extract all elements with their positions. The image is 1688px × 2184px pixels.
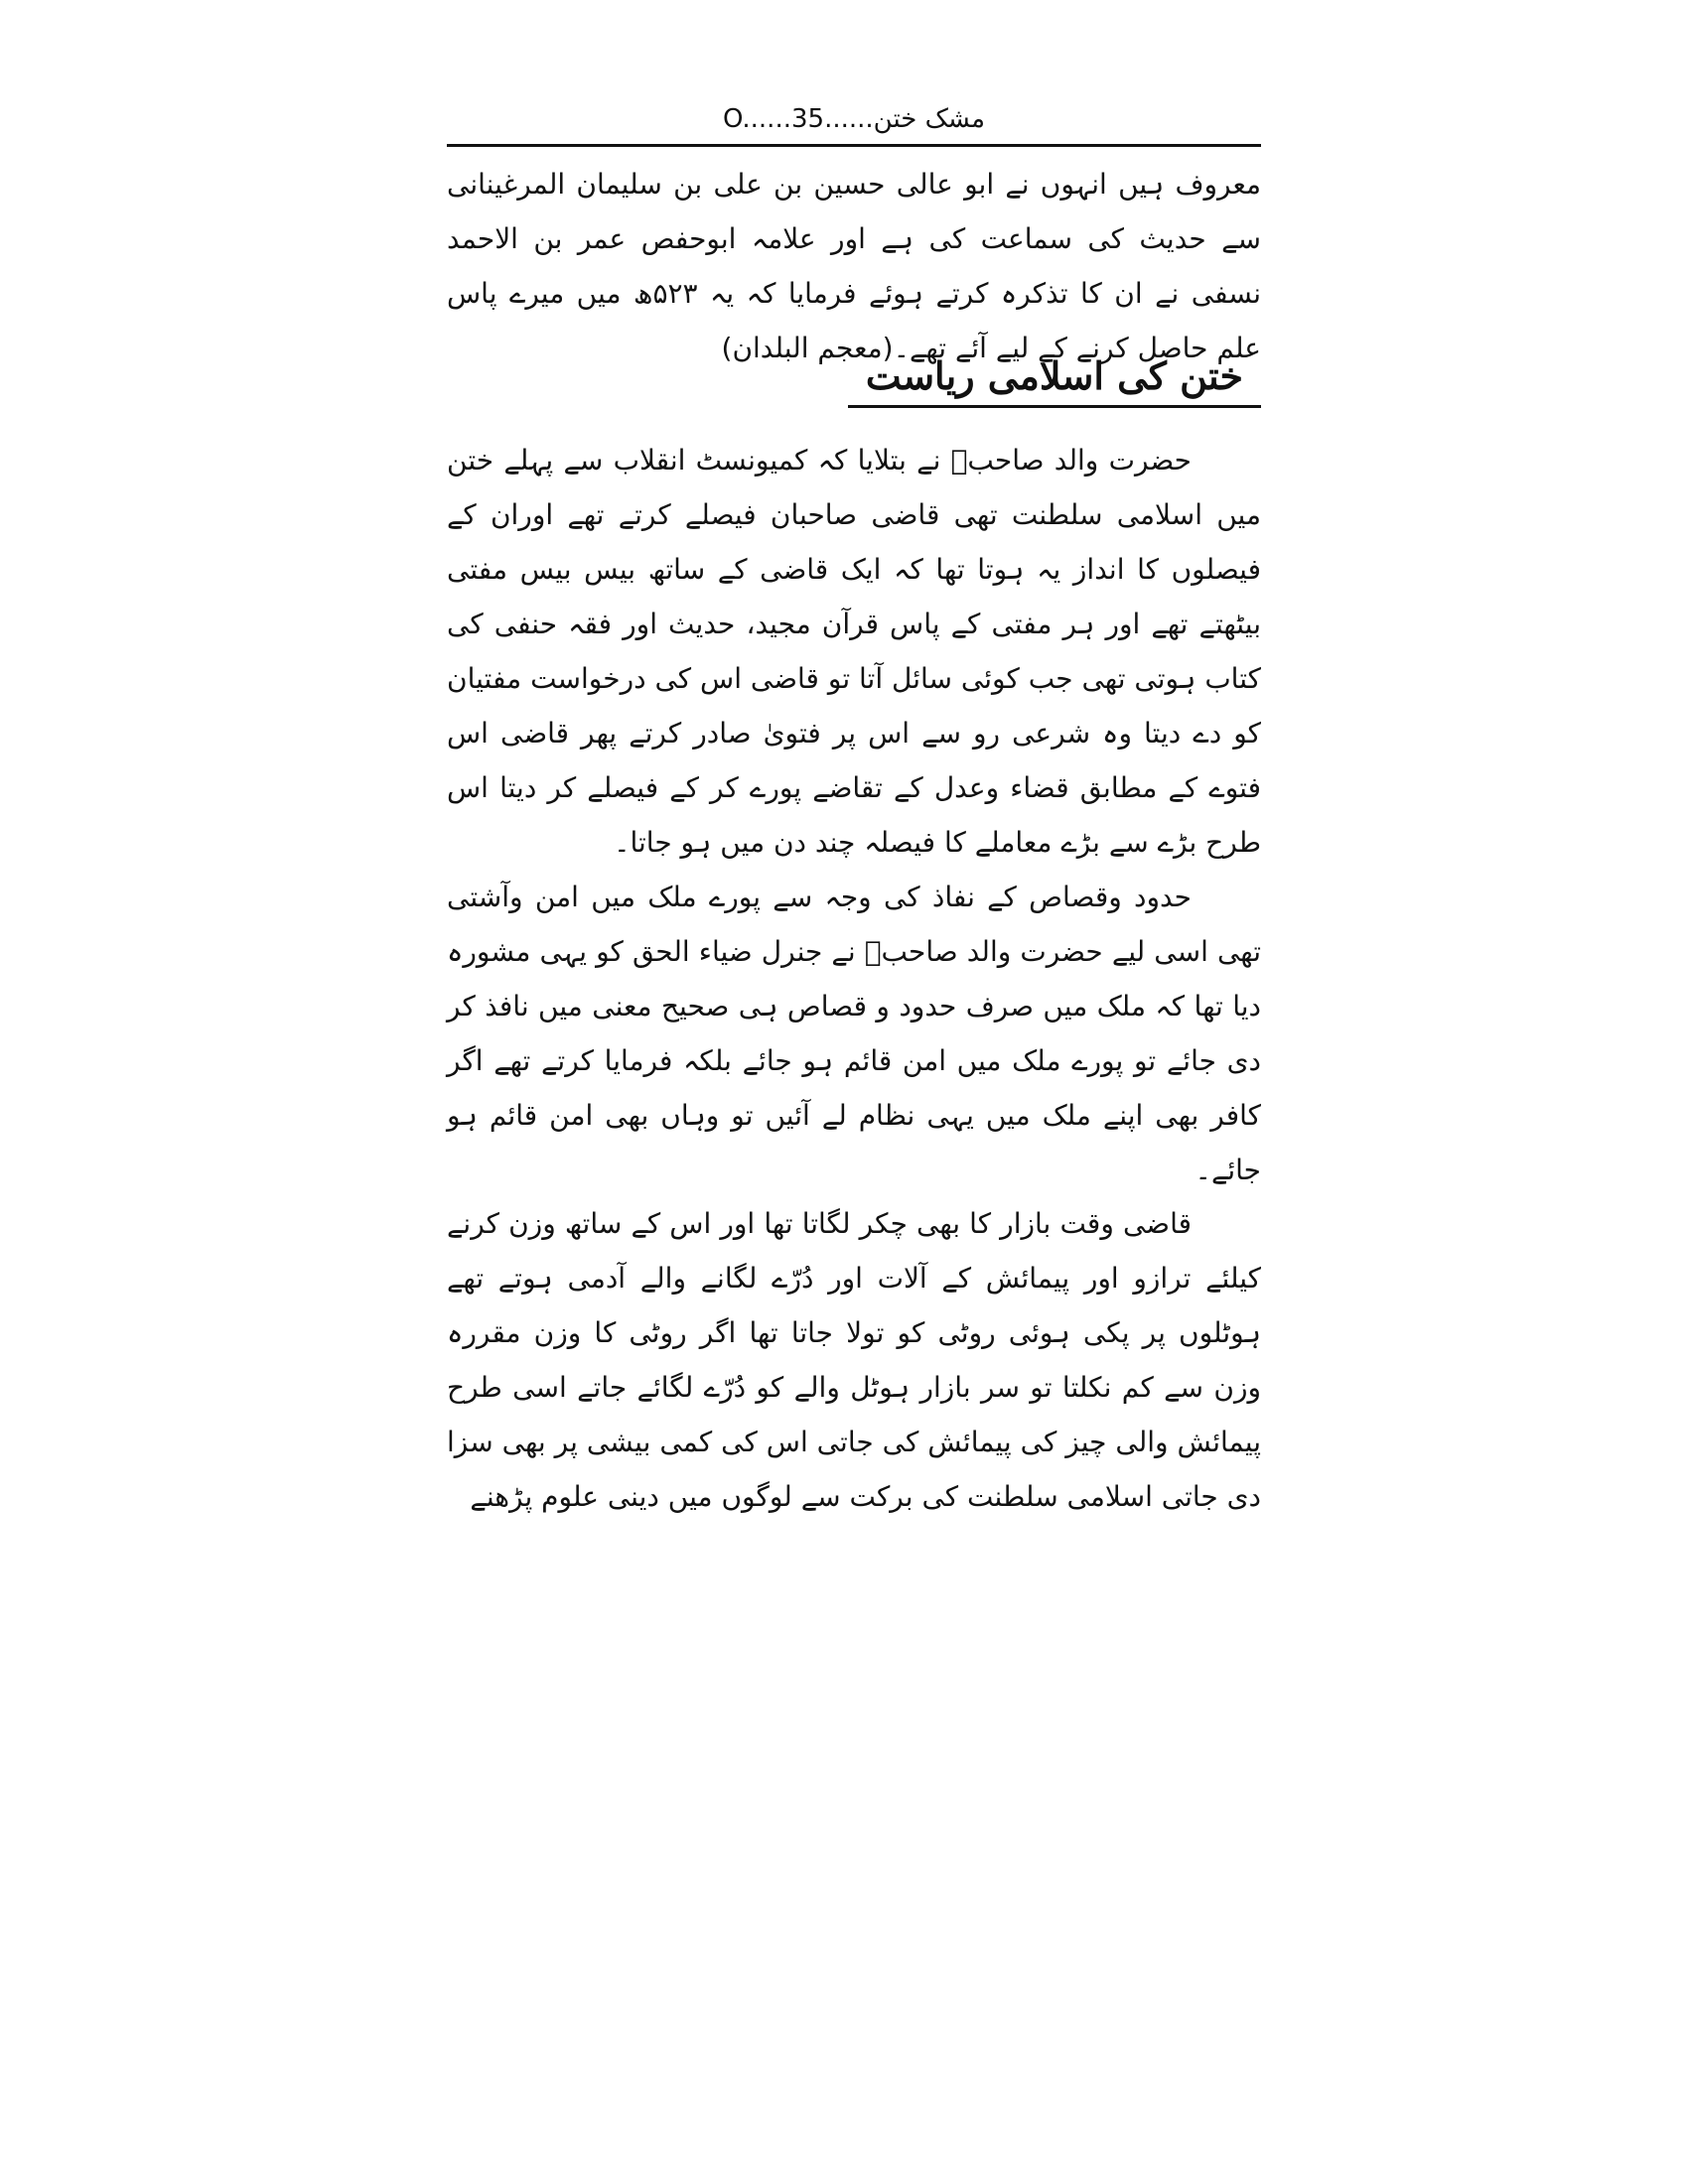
body-paragraph	[447, 870, 1261, 1197]
header-divider	[447, 144, 1261, 147]
intro-paragraph	[447, 157, 1261, 375]
running-header: مشک ختن......O......35	[722, 104, 986, 134]
body-paragraph	[447, 433, 1261, 870]
paragraph-text: حضرت والد صاحبؒ نے بتلایا کہ کمیونسٹ انقلاب سے پہلے ختن میں اسلامی سلطنت تھی قاضی صاحبان فیصلے کرتے تھے اوران کے فیصلوں کا انداز یہ ہوتا تھا کہ ایک قاضی کے ساتھ بیس بیس مفتی بیٹھتے تھے اور ہر مفتی کے پاس قرآن مجید، حدیث اور فقہ حنفی کی کتاب ہوتی تھی جب کوئی سائل آتا تو قاضی اس کی درخواست مفتیان کو دے دیتا وہ شرعی رو سے اس پر فتویٰ صادر کرتے پھر قاضی اس فتوے کے مطابق قضاء وعدل کے تقاضے پورے کر کے فیصلے کر دیتا اس طرح بڑے سے بڑے معاملے کا فیصلہ چند دن میں ہو جاتا۔	[447, 444, 1261, 859]
intro-text: معروف ہیں انہوں نے ابو عالی حسین بن علی بن سلیمان المرغینانی سے حدیث کی سماعت کی ہے اور علامہ ابوحفص عمر بن الاحمد نسفی نے ان کا تذکرہ کرتے ہوئے فرمایا کہ یہ ۵۲۳ھ میں میرے پاس علم حاصل کرنے کے لیے آئے تھے۔(معجم البلدان)	[447, 168, 1262, 364]
body-paragraph	[447, 1196, 1261, 1524]
section-heading-text: ختن کی اسلامی ریاست	[848, 347, 1261, 408]
section-heading	[447, 347, 1261, 408]
paragraph-text: قاضی وقت بازار کا بھی چکر لگاتا تھا اور اس کے ساتھ وزن کرنے کیلئے ترازو اور پیمائش کے آلات اور دُرّے لگانے والے آدمی ہوتے تھے ہوٹلوں پر پکی ہوئی روٹی کو تولا جاتا تھا اگر روٹی کا وزن مقررہ وزن سے کم نکلتا تو سر بازار ہوٹل والے کو دُرّے لگائے جاتے اسی طرح پیمائش والی چیز کی پیمائش کی جاتی اس کی کمی بیشی پر بھی سزا دی جاتی اسلامی سلطنت کی برکت سے لوگوں میں دینی علوم پڑھنے	[447, 1207, 1262, 1513]
paragraph-text: حدود وقصاص کے نفاذ کی وجہ سے پورے ملک میں امن وآشتی تھی اسی لیے حضرت والد صاحبؒ نے جنرل ضیاء الحق کو یہی مشورہ دیا تھا کہ ملک میں صرف حدود و قصاص ہی صحیح معنی میں نافذ کر دی جائے تو پورے ملک میں امن قائم ہو جائے بلکہ فرمایا کرتے تھے اگر کافر بھی اپنے ملک میں یہی نظام لے آئیں تو وہاں بھی امن قائم ہو جائے۔	[447, 881, 1261, 1186]
